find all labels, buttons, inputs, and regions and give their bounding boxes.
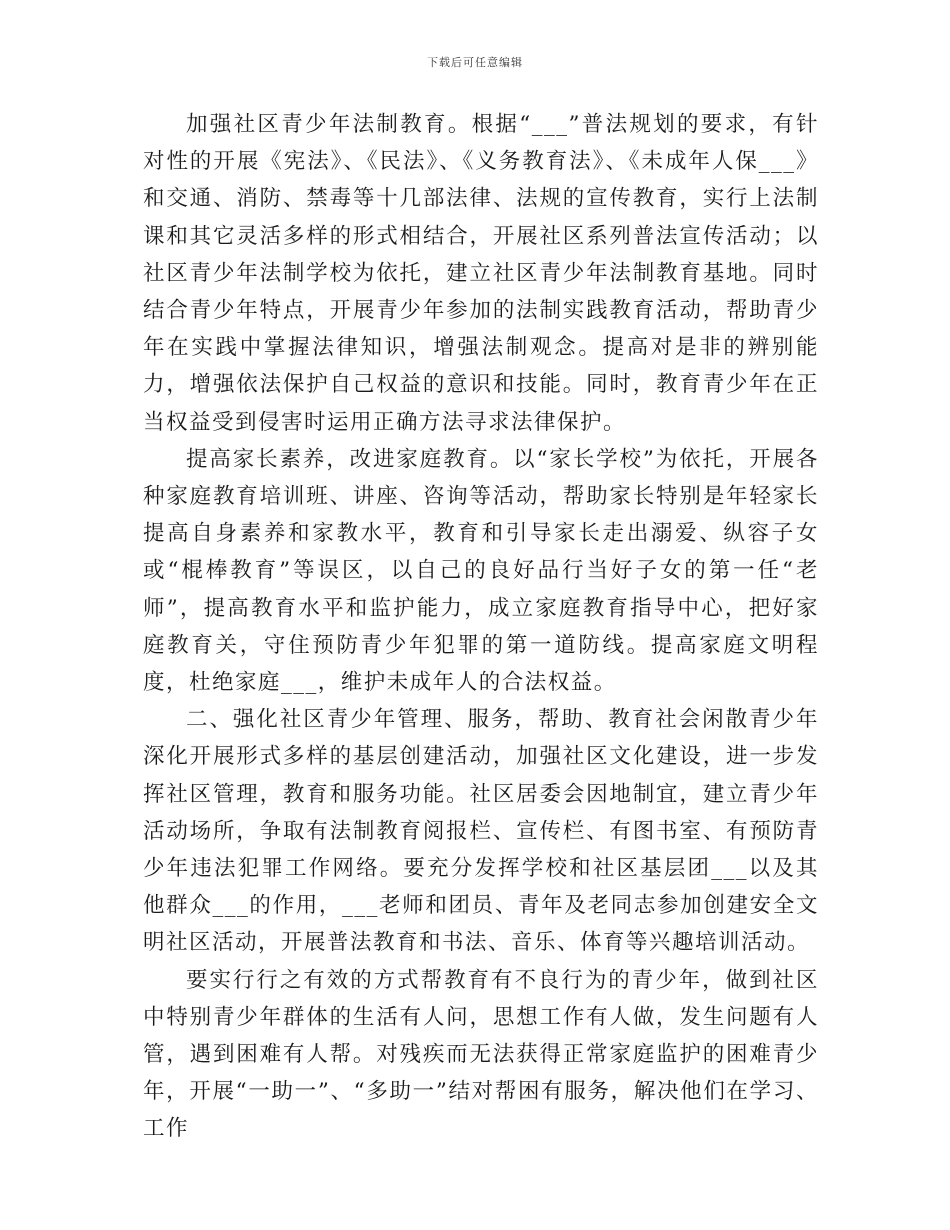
paragraph-community-management: 二、强化社区青少年管理、服务，帮助、教育社会闲散青少年深化开展形式多样的基层创建活动，加强社区文化建设，进一步发挥社区管理，教育和服务功能。社区居委会因地制宜，建立青少年活动场所，争取有法制教育阅报栏、宣传栏、有图书室、有预防青少年违法犯罪工作网络。要充分发挥学校和社区基层团___以及其他群众___的作用，___老师和团员、青年及老同志参加创建安全文明社区活动，开展普法教育和书法、音乐、体育等兴趣培训活动。 <box>143 707 819 956</box>
paragraph-family-education: 提高家长素养，改进家庭教育。以“家长学校”为依托，开展各种家庭教育培训班、讲座、咨询等活动，帮助家长特别是年轻家长提高自身素养和家教水平，教育和引导家长走出溺爱、纵容子女或“棍棒教育”等误区，以自己的良好品行当好子女的第一任“老师”，提高教育水平和监护能力，成立家庭教育指导中心，把好家庭教育关，守住预防青少年犯罪的第一道防线。提高家庭文明程度，杜绝家庭___，维护未成年人的合法权益。 <box>143 446 819 696</box>
page-header: 下载后可任意编辑 <box>427 56 523 69</box>
paragraph-assistance: 要实行行之有效的方式帮教育有不良行为的青少年，做到社区中特别青少年群体的生活有人问，思想工作有人做，发生问题有人管，遇到困难有人帮。对残疾而无法获得正常家庭监护的困难青少年，开展“一助一”、“多助一”结对帮困有服务，解决他们在学习、工作 <box>143 967 819 1142</box>
document-body <box>143 106 819 1148</box>
paragraph-legal-education: 加强社区青少年法制教育。根据“___”普法规划的要求，有针对性的开展《宪法》、《民法》、《义务教育法》、《未成年人保___》和交通、消防、禁毒等十几部法律、法规的宣传教育，实行上法制课和其它灵活多样的形式相结合，开展社区系列普法宣传活动；以社区青少年法制学校为依托，建立社区青少年法制教育基地。同时结合青少年特点，开展青少年参加的法制实践教育活动，帮助青少年在实践中掌握法律知识，增强法制观念。提高对是非的辨别能力，增强依法保护自己权益的意识和技能。同时，教育青少年在正当权益受到侵害时运用正确方法寻求法律保护。 <box>143 112 819 435</box>
